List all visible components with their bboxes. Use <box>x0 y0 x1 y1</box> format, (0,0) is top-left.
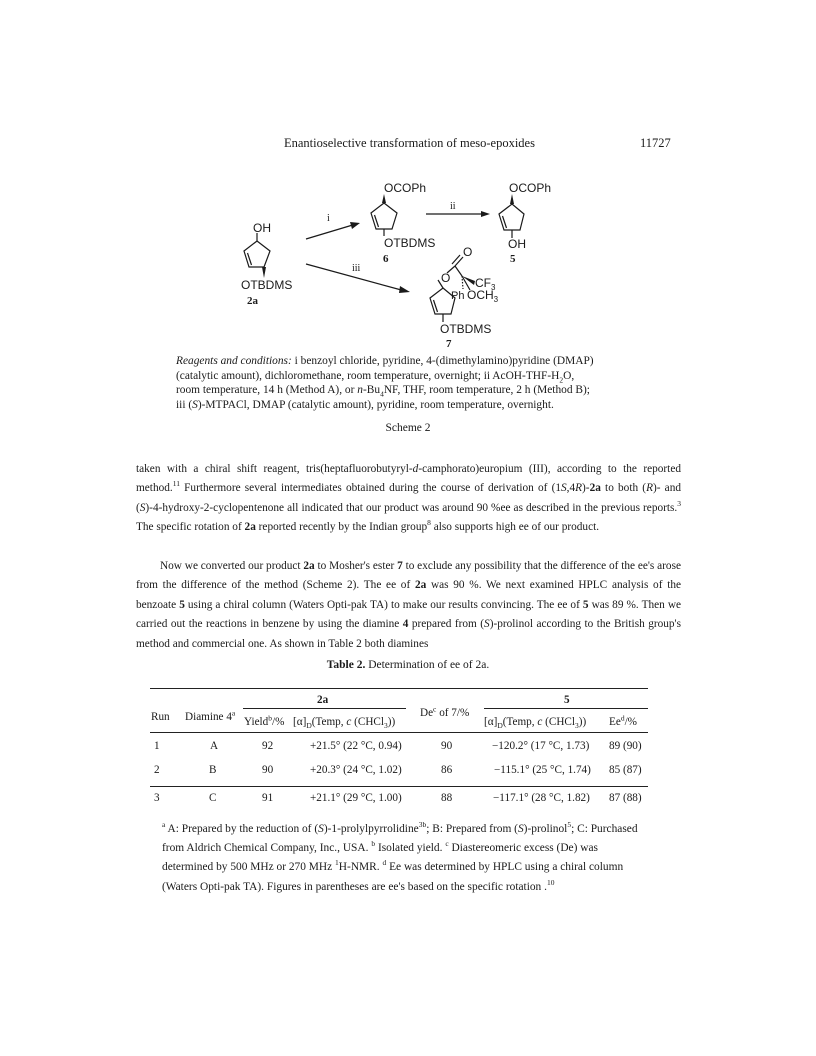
cell-rotation-2a: +21.5° (22 °C, 0.94) <box>310 740 402 752</box>
cell-de: 86 <box>441 764 453 776</box>
label-ph: Ph <box>451 290 465 302</box>
header-yield: Yield$^b$/% <box>244 713 285 728</box>
cell-diamine: B <box>209 764 217 776</box>
cell-ee: 89 (90) <box>609 740 642 752</box>
cell-rotation-5: −120.2° (17 °C, 1.73) <box>492 740 590 752</box>
body-paragraph-1: taken with a chiral shift reagent, tris(heptafluorobutyryl-d-camphorato)europium (III), according to the reported method.$^{11}$ Furthermore several intermediates obtained during the course of derivation of (1S,4R)-2a to both (R)- and (S)-4-hydroxy-2-cyclopentenone all indicated that our product was around 90 %ee as described in the previous reports.$^3$ The specific rotation of 2a reported recently by the Indian group$^8$ also supports high ee of our product. <box>136 463 681 534</box>
header-group-2a: 2a <box>317 694 329 706</box>
scheme-label: Scheme 2 <box>385 422 431 434</box>
header-group-5: 5 <box>564 694 570 706</box>
label-o-ester: O <box>441 271 451 285</box>
compound-6-ring <box>371 194 397 236</box>
cell-de: 90 <box>441 740 453 752</box>
running-title: Enantioselective transformation of meso-epoxides <box>284 136 535 150</box>
scheme-2-drawing <box>0 0 816 360</box>
label-num-6: 6 <box>383 253 389 265</box>
compound-5-ring <box>499 194 524 238</box>
cell-yield: 90 <box>262 764 274 776</box>
cell-rotation-5: −115.1° (25 °C, 1.74) <box>494 764 591 776</box>
label-otbdms-2a: OTBDMS <box>241 278 293 292</box>
page-number: 11727 <box>640 136 671 150</box>
header-run: Run <box>151 711 170 723</box>
label-num-7: 7 <box>446 338 452 350</box>
header-diamine: Diamine 4$^a$ <box>185 708 236 723</box>
table-bottom-rule <box>150 786 648 787</box>
cell-yield: 91 <box>262 792 274 804</box>
body-paragraph-2: Now we converted our product 2a to Mosher's ester 7 to exclude any possibility that the difference of the ee's arose from the difference of the method (Scheme 2). The ee of 2a was 90 %. We next examined HPLC analysis of the benzoate 5 using a chiral column (Waters Opti-pak TA) to make our results convincing. The ee of 5 was 89 %. Then we carried out the reactions in benzene by using the diamine 4 prepared from (S)-prolinol according to the British group's method and commercial one. As shown in Table 2 both diamines <box>136 560 681 650</box>
label-ocoph-6: OCOPh <box>384 181 427 195</box>
cell-run: 2 <box>154 764 160 776</box>
label-step-iii: iii <box>352 263 361 274</box>
label-step-ii: ii <box>450 201 456 212</box>
cell-rotation-2a: +21.1° (29 °C, 1.00) <box>310 792 402 804</box>
label-otbdms-6: OTBDMS <box>384 236 436 250</box>
arrow-i <box>306 224 356 239</box>
label-ocoph-5: OCOPh <box>509 181 552 195</box>
label-o-carbonyl: O <box>463 245 473 259</box>
table-top-rule <box>150 688 648 689</box>
header-de: De$^c$ of 7/% <box>420 704 470 719</box>
label-cf3: $CF_3$ <box>475 276 496 292</box>
cell-run: 1 <box>154 740 160 752</box>
cell-diamine: A <box>210 740 219 752</box>
cell-ee: 87 (88) <box>609 792 642 804</box>
label-oh-5: OH <box>508 237 526 251</box>
cell-rotation-5: −117.1° (28 °C, 1.82) <box>493 792 590 804</box>
cell-run: 3 <box>154 792 160 804</box>
header-rotation-2a: $[\alpha]_D(Temp$, c (CHCl$_3$)) <box>293 716 396 731</box>
label-otbdms-7: OTBDMS <box>440 322 492 336</box>
label-oh-2a: OH <box>253 221 271 235</box>
cell-diamine: C <box>209 792 217 804</box>
cell-ee: 85 (87) <box>609 764 642 776</box>
table-caption: Table 2. Determination of ee of 2a. <box>326 659 490 671</box>
label-num-5: 5 <box>510 253 516 265</box>
label-step-i: i <box>327 213 330 224</box>
cell-de: 88 <box>441 792 453 804</box>
header-rotation-5: $[\alpha]_D(Temp$, c (CHCl$_3$)) <box>484 716 587 731</box>
group-rule-5 <box>484 708 648 709</box>
cell-rotation-2a: +20.3° (24 °C, 1.02) <box>310 764 402 776</box>
label-och3: $OCH_3$ <box>467 288 499 304</box>
scheme-caption: Reagents and conditions: i benzoyl chloride, pyridine, 4-(dimethylamino)pyridine (DMAP) (catalytic amount), dichloromethane, room temperature, overnight; ii AcOH-$THF-H_2O$, room temperature, 14 h (Method A), or $n-Bu_4NF$, THF, room temperature, 2 h (Method B); iii (S)-MTPACl, DMAP (catalytic amount), pyridine, room temperature, overnight. <box>176 355 594 411</box>
cell-yield: 92 <box>262 740 274 752</box>
table-footnotes: $^a$ A: Prepared by the reduction of (S)-1-prolylpyrrolidine$^{3b}$; B: Prepared from (S)-prolinol$^5$; C: Purchased from Aldrich Chemical Company, Inc., USA. $^b$ Isolated yield. $^c$ Diastereomeric excess (De) was determined by 500 MHz or 270 MHz $^1$H-NMR. $^d$ Ee was determined by HPLC using a chiral column (Waters Opti-pak TA). Figures in parentheses are ee's based on the specific rotation .$^{10}$ <box>162 820 638 893</box>
header-ee: Ee$^d$/% <box>609 713 637 728</box>
compound-2a-ring <box>244 233 270 278</box>
table-header-rule <box>150 732 648 733</box>
label-num-2a: 2a <box>247 295 258 307</box>
group-rule-2a <box>243 708 406 709</box>
